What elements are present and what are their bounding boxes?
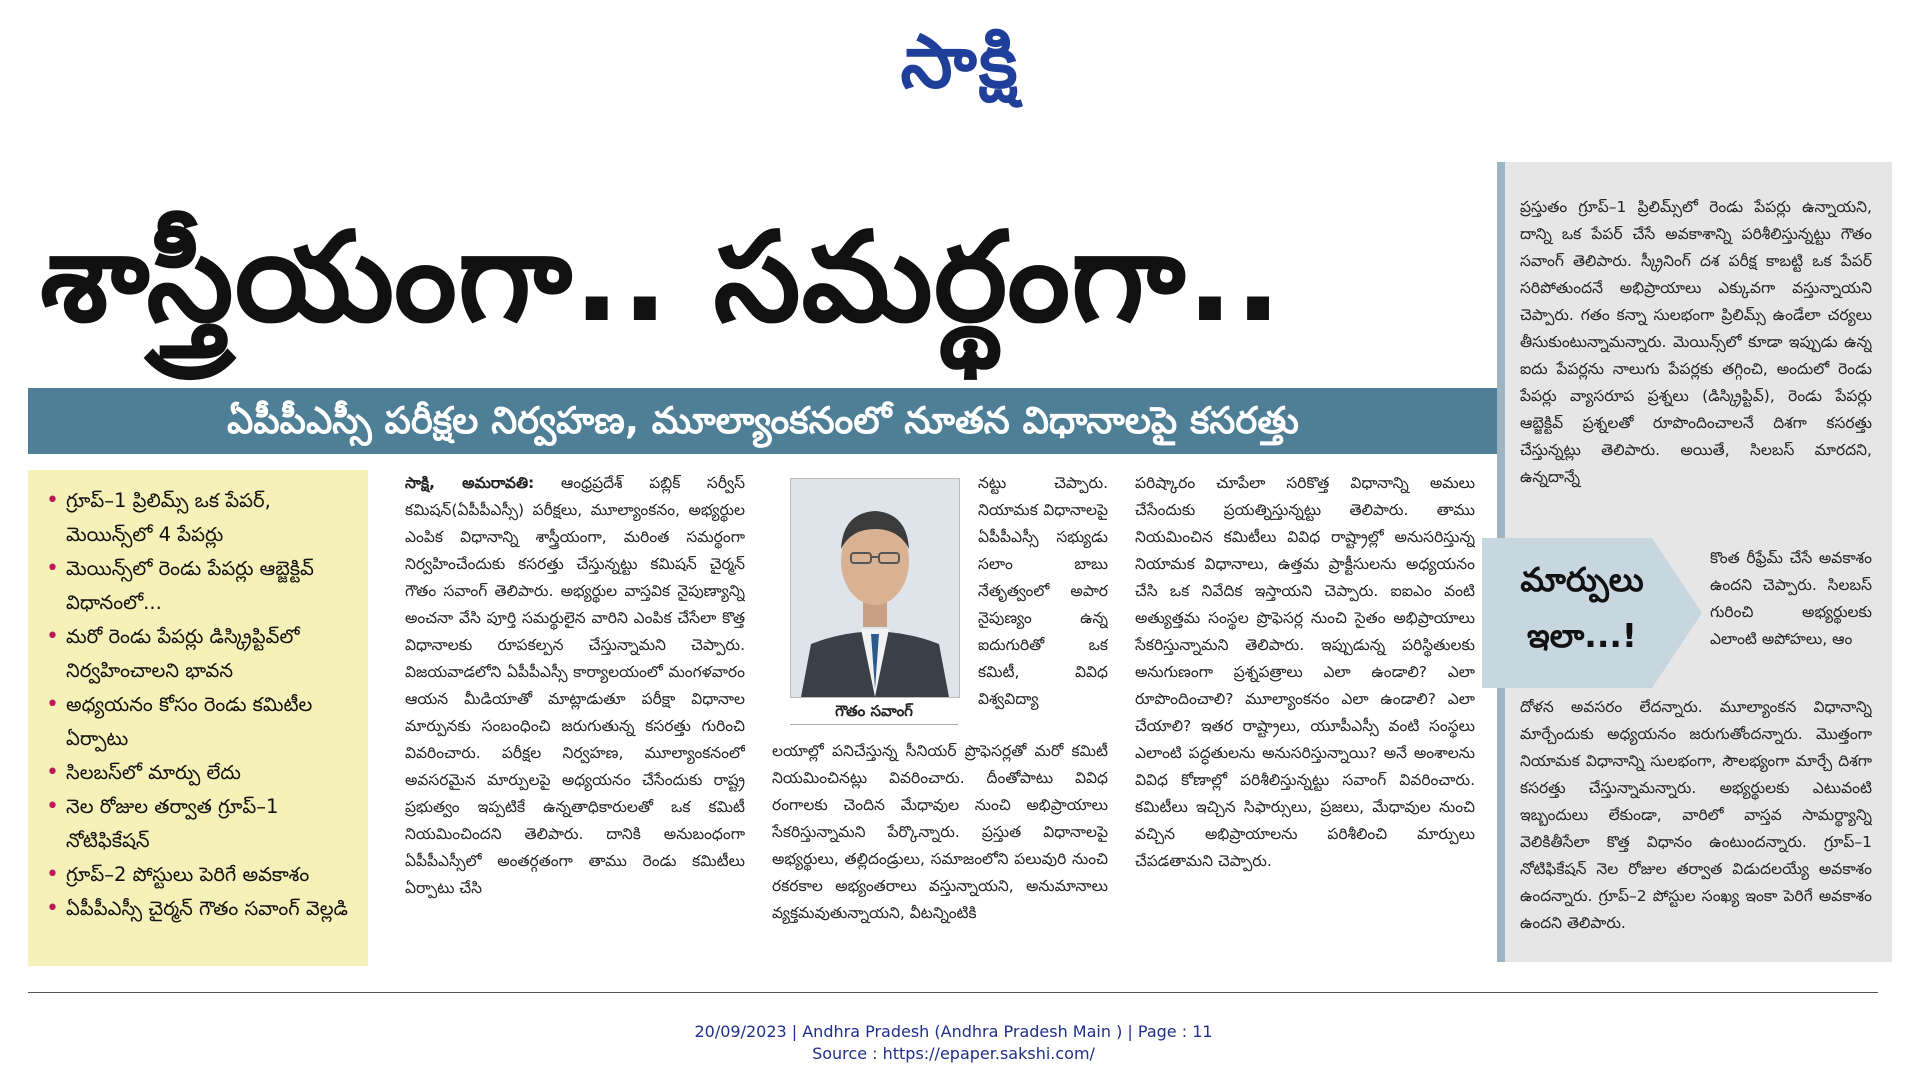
bullet-icon: •	[46, 556, 59, 581]
bullet-icon: •	[46, 862, 59, 887]
article-column-2-top: నట్టు చెప్పారు. నియామక విధానాలపై ఏపీపీఎస్సీ సభ్యుడు సలాం బాబు నేతృత్వంలో అపార నైపుణ్యం ఉన్న ఐదుగురితో ఒక కమిటీ, వివిధ విశ్వవిద్యా	[978, 474, 1108, 708]
bullet-icon: •	[46, 794, 59, 819]
article-text: ఆంధ్రప్రదేశ్‌ పబ్లిక్‌ సర్వీస్‌ కమిషన్‌(ఏపీపీఎస్సీ) పరీక్షలు, మూల్యాంకనం, అభ్యర్థుల ఎంపిక విధానాన్ని శాస్త్రీయంగా, మరింత సమర్థంగా నిర్వహించేందుకు కసరత్తు చేస్తున్నట్టు కమిషన్‌ చైర్మన్‌ గౌతం సవాంగ్‌ తెలిపారు. అభ్యర్థుల వాస్తవిక నైపుణ్యాన్ని అంచనా వేసి పూర్తి సమర్థులైన వారిని ఎంపిక చేసేలా కొత్త విధానాలకు రూపకల్పన చేస్తున్నామని చెప్పారు. విజయవాడలోని ఏపీపీఎస్సీ కార్యాలయంలో మంగళవారం ఆయన మీడియాతో మాట్లాడుతూ పరీక్షా విధానాల మార్పునకు సంబంధించి జరుగుతున్న కసరత్తు గురించి వివరించారు. పరీక్షల నిర్వహణ, మూల్యాంకనంలో అవసరమైన మార్పులపై అధ్యయనం చేసేందుకు రాష్ట్ర ప్రభుత్వం ఇప్పటికే ఉన్నతాధికారులతో ఒక కమిటీ నియమించిందని తెలిపారు. దానికి అనుబంధంగా ఏపీపీఎస్సీలో అంతర్గతంగా తాము రెండు కమిటీలు ఏర్పాటు చేసి	[405, 474, 745, 897]
article-column-3: పరిష్కారం చూపేలా సరికొత్త విధానాన్ని అమలు చేసేందుకు ప్రయత్నిస్తున్నట్టు తెలిపారు. తాము నియమించిన కమిటీలు వివిధ రాష్ట్రాల్లో అనుసరిస్తున్న నియామక విధానాలు, ఉత్తమ ప్రాక్టీసులను అధ్యయనం చేసి ఒక నివేదిక ఇస్తాయని చెప్పారు. ఐఐఎం వంటి అత్యుత్తమ సంస్థల ప్రొఫెసర్ల నుంచి సైతం అభిప్రాయాలు సేకరిస్తున్నామని తెలిపారు. ఇప్పుడున్న పరిస్థితులకు అనుగుణంగా ప్రశ్నపత్రాలు ఎలా ఉండాలి? ఎలా రూపొందించాలి? మూల్యాంకనం ఎలా ఉండాలి? ఎలా చేయాలి? ఇతర రాష్ట్రాలు, యూపీఎస్సీ వంటి సంస్థలు ఎలాంటి పద్ధతులను అనుసరిస్తున్నాయి? అనే అంశాలను వివిధ కోణాల్లో పరిశీలిస్తున్నట్టు సవాంగ్‌ వివరించారు. కమిటీలు ఇచ్చిన సిఫార్సులు, ప్రజలు, మేధావుల నుంచి వచ్చిన అభిప్రాయాలను పరిశీలించి మార్పులు చేపడతామని చెప్పారు.	[1135, 474, 1475, 870]
callout-title: మార్పులు ఇలా...!	[1520, 560, 1644, 655]
masthead-logo: సాక్షి	[900, 19, 1020, 105]
highlights-box	[28, 470, 368, 966]
highlight-item: • గ్రూప్‌–1 ప్రిలిమ్స్‌ ఒక పేపర్‌, మెయిన్స్‌లో 4 పేపర్లు	[46, 484, 358, 552]
highlight-item: • ఏపీపీఎస్సీ చైర్మన్‌ గౌతం సవాంగ్‌ వెల్లడి	[46, 892, 358, 926]
author-photo	[790, 478, 960, 698]
sidebar-text-top: ప్రస్తుతం గ్రూప్‌–1 ప్రిలిమ్స్‌లో రెండు పేపర్లు ఉన్నాయని, దాన్ని ఒక పేపర్‌ చేసే అవకాశాన్ని పరిశీలిస్తున్నట్టు గౌతం సవాంగ్‌ తెలిపారు. స్క్రీనింగ్‌ దశ పరీక్ష కాబట్టి ఒక పేపర్‌ సరిపోతుందనే అభిప్రాయాలు ఎక్కువగా వస్తున్నాయని చెప్పారు. గతం కన్నా సులభంగా ప్రిలిమ్స్‌ ఉండేలా చర్యలు తీసుకుంటున్నామన్నారు. మెయిన్స్‌లో కూడా ఇప్పుడు ఉన్న ఐదు పేపర్లను నాలుగు పేపర్లకు తగ్గించి, అందులో రెండు పేపర్లు వ్యాసరూప ప్రశ్నలు (డిస్క్రిప్టివ్‌), రెండు పేపర్లు ఆబ్జెక్టివ్‌ ప్రశ్నలతో రూపొందించాలనే దిశగా కసరత్తు చేస్తున్నట్లు తెలిపారు. అయితే, సిలబస్‌ మారదని, ఉన్నదాన్నే	[1520, 198, 1872, 486]
highlights-list	[28, 470, 368, 926]
portrait-illustration	[791, 479, 959, 697]
highlight-item: • సిలబస్‌లో మార్పు లేదు	[46, 756, 358, 790]
highlight-item: • అధ్యయనం కోసం రెండు కమిటీల ఏర్పాటు	[46, 688, 358, 756]
footer-source: Source : https://epaper.sakshi.com/	[812, 1044, 1095, 1063]
dateline: సాక్షి, అమరావతి:	[405, 474, 535, 492]
highlight-item: • మరో రెండు పేపర్లు డిస్క్రిప్టివ్‌లో నిర్వహించాలని భావన	[46, 620, 358, 688]
footer-rule	[28, 992, 1878, 993]
subheadline: ఏపీపీఎస్సీ పరీక్షల నిర్వహణ, మూల్యాంకనంలో నూతన విధానాలపై కసరత్తు	[227, 399, 1299, 442]
highlight-item: • నెల రోజుల తర్వాత గ్రూప్‌–1 నోటిఫికేషన్‌	[46, 790, 358, 858]
headline: శాస్త్రీయంగా.. సమర్థంగా..	[40, 206, 1283, 350]
bullet-icon: •	[46, 488, 59, 513]
bullet-icon: •	[46, 624, 59, 649]
article-column-1	[405, 470, 745, 970]
sidebar-text-bottom: దోళన అవసరం లేదన్నారు. మూల్యాంకన విధానాన్ని మార్చేందుకు అధ్యయనం జరుగుతోందన్నారు. మొత్తంగా నియామక విధానాన్ని సులభంగా, సౌలభ్యంగా మార్చే దిశగా కసరత్తు చేస్తున్నామన్నారు. అభ్యర్థులకు ఎటువంటి ఇబ్బందులు లేకుండా, వారిలో వాస్తవ సామర్థ్యాన్ని వెలికితీసేలా కొత్త విధానం ఉంటుందన్నారు. గ్రూప్‌–1 నోటిఫికేషన్‌ నెల రోజుల తర్వాత విడుదలయ్యే అవకాశం ఉందన్నారు. గ్రూప్‌–2 పోస్టుల సంఖ్య ఇంకా పెరిగే అవకాశం ఉందని తెలిపారు.	[1520, 698, 1872, 932]
highlight-item: • గ్రూప్‌–2 పోస్టులు పెరిగే అవకాశం	[46, 858, 358, 892]
bullet-icon: •	[46, 760, 59, 785]
footer-page-info: 20/09/2023 | Andhra Pradesh (Andhra Pradesh Main ) | Page : 11	[694, 1022, 1213, 1041]
bullet-icon: •	[46, 896, 59, 921]
highlight-item: • మెయిన్స్‌లో రెండు పేపర్లు ఆబ్జెక్టివ్‌ విధానంలో...	[46, 552, 358, 620]
photo-caption: గౌతం సవాంగ్‌	[790, 698, 958, 725]
bullet-icon: •	[46, 692, 59, 717]
sidebar-text-mid: కొంత రీఫ్రేమ్‌ చేసే అవకాశం ఉందని చెప్పారు. సిలబస్‌ గురించి అభ్యర్థులకు ఎలాంటి అపోహలు, ఆం	[1710, 549, 1872, 648]
article-column-2-bottom: లయాల్లో పనిచేస్తున్న సీనియర్‌ ప్రొఫెసర్లతో మరో కమిటీ నియమించినట్లు వివరించారు. దీంతోపాటు వివిధ రంగాలకు చెందిన మేధావుల నుంచి అభిప్రాయాలు సేకరిస్తున్నామని పేర్కొన్నారు. ప్రస్తుత విధానాలపై అభ్యర్థులు, తల్లిదండ్రులు, సమాజంలోని పలువురి నుంచి రకరకాల అభ్యంతరాలు వస్తున్నాయని, అనుమానాలు వ్యక్తమవుతున్నాయని, వీటన్నింటికి	[772, 742, 1108, 922]
